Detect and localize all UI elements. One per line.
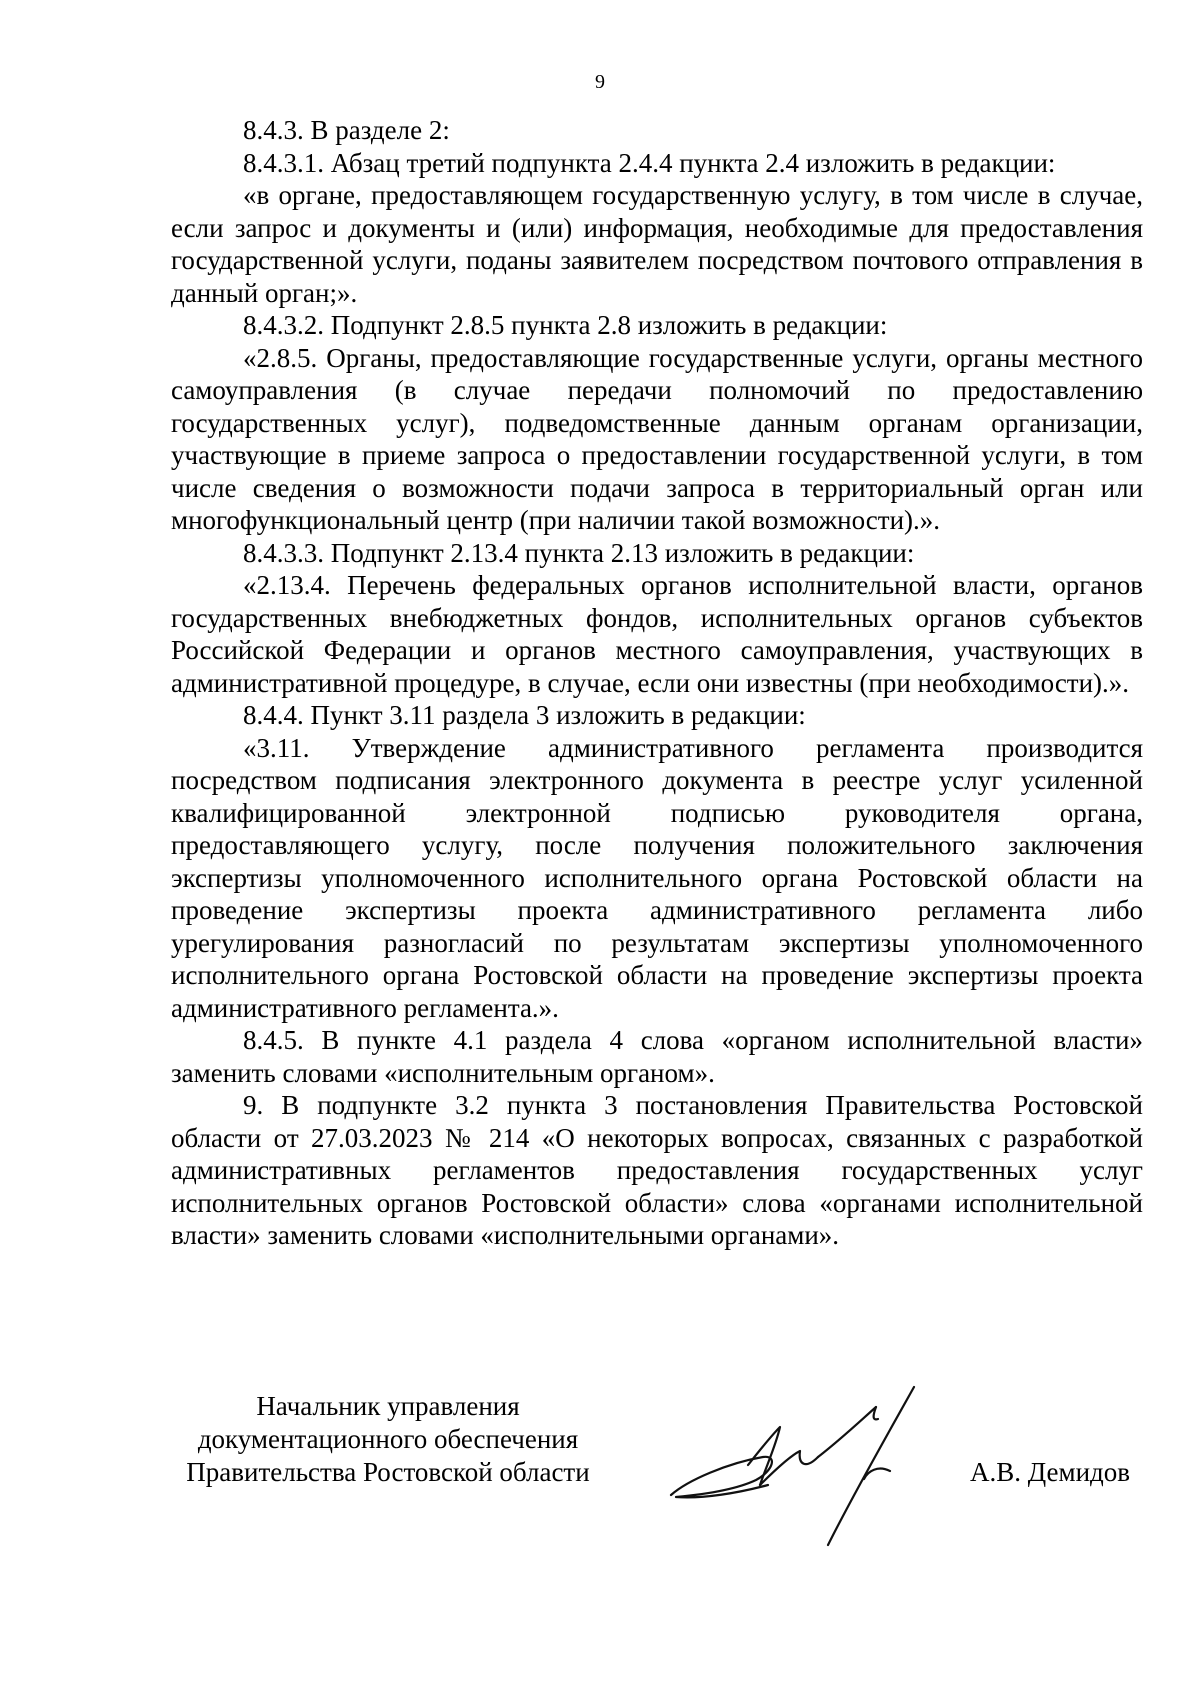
signer-position bbox=[168, 1390, 608, 1489]
signer-name: А.В. Демидов bbox=[970, 1457, 1131, 1487]
paragraph: 8.4.3.1. Абзац третий подпункта 2.4.4 пункта 2.4 изложить в редакции: bbox=[243, 147, 1056, 178]
paragraph: «2.13.4. Перечень федеральных органов исполнительной власти, органов государственных внебюджетных фондов, исполнительных органов субъектов Российской Федерации и органов местного самоуправления, участвующих в административной процедуре, в случае, если они известны (при необходимости).». bbox=[171, 570, 1143, 698]
signer-position-line: Правительства Ростовской области bbox=[186, 1457, 590, 1487]
paragraph: 8.4.3.2. Подпункт 2.8.5 пункта 2.8 изложить в редакции: bbox=[243, 310, 888, 340]
paragraph: «2.8.5. Органы, предоставляющие государственные услуги, органы местного самоуправления (в случае передачи полномочий по предоставлению государственных услуг), подведомственные данным органам организации, участвующие в приеме запроса о предоставлении государственной услуги, в том числе сведения о возможности подачи запроса в территориальный орган или многофункциональный центр (при наличии такой возможности).». bbox=[171, 342, 1143, 535]
signer-position-line: документационного обеспечения bbox=[197, 1424, 579, 1454]
paragraph: «в органе, предоставляющем государственную услугу, в том числе в случае, если запрос и документы и (или) информация, необходимые для предоставления государственной услуги, поданы заявителем посредством почтового отправления в данный орган;». bbox=[171, 180, 1143, 308]
signer-position-line: Начальник управления bbox=[256, 1391, 520, 1421]
paragraph: 8.4.4. Пункт 3.11 раздела 3 изложить в редакции: bbox=[243, 700, 806, 730]
paragraph: 8.4.3. В разделе 2: bbox=[243, 115, 450, 145]
paragraph: 8.4.5. В пункте 4.1 раздела 4 слова «органом исполнительной власти» заменить словами «исполнительным органом». bbox=[171, 1025, 1143, 1088]
page-number: 9 bbox=[595, 71, 605, 93]
paragraph: «3.11. Утверждение административного регламента производится посредством подписания электронного документа в реестре услуг усиленной квалифицированной электронной подписью руководителя органа, предоставляющего услугу, после получения положительного заключения экспертизы уполномоченного исполнительного органа Ростовской области на проведение экспертизы проекта административного регламента либо урегулирования разногласий по результатам экспертизы уполномоченного исполнительного органа Ростовской области на проведение экспертизы проекта административного регламента.». bbox=[171, 732, 1143, 1023]
handwritten-signature bbox=[668, 1385, 968, 1555]
document-body bbox=[171, 114, 1143, 1252]
paragraph: 8.4.3.3. Подпункт 2.13.4 пункта 2.13 изложить в редакции: bbox=[243, 537, 915, 568]
paragraph: 9. В подпункте 3.2 пункта 3 постановления Правительства Ростовской области от 27.03.2023 № 214 «О некоторых вопросах, связанных с разработкой административных регламентов предоставления государственных услуг исполнительных органов Ростовской области» слова «органами исполнительной власти» заменить словами «исполнительными органами». bbox=[171, 1090, 1143, 1250]
